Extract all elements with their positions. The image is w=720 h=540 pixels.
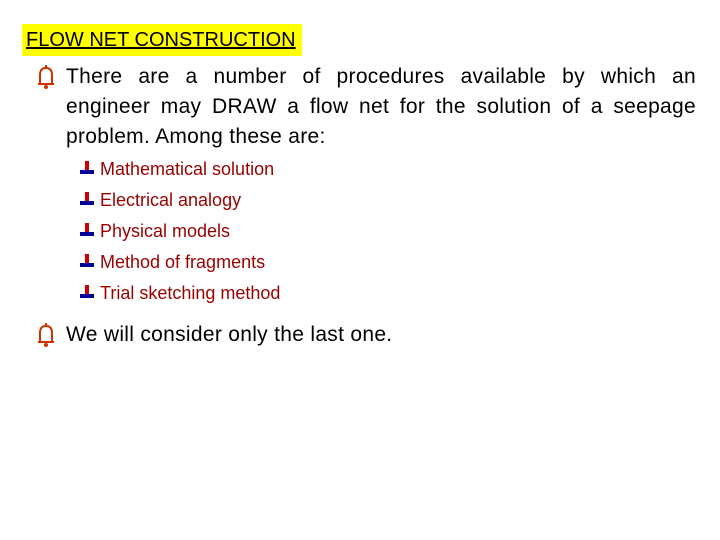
- method-item: [80, 249, 280, 280]
- bullet-conclusion: [36, 320, 696, 350]
- sub-bullet-icon: [80, 222, 94, 238]
- bell-bullet-icon: [36, 64, 56, 90]
- method-label: Electrical analogy: [100, 190, 242, 210]
- methods-list: [80, 156, 280, 311]
- method-item: [80, 218, 280, 249]
- bullet-intro: [36, 62, 696, 152]
- method-item: [80, 187, 280, 218]
- method-label: Physical models: [100, 221, 231, 241]
- method-item: [80, 280, 280, 311]
- sub-bullet-icon: [80, 191, 94, 207]
- sub-bullet-icon: [80, 284, 94, 300]
- method-label: Trial sketching method: [100, 283, 281, 303]
- bullet-intro-text: There are a number of procedures available by which an engineer may DRAW a flow net for the solution of a seepage problem. Among these are:: [66, 65, 696, 148]
- method-label: Mathematical solution: [100, 159, 275, 179]
- bullet-conclusion-text: We will consider only the last one.: [66, 323, 393, 346]
- slide-title: FLOW NET CONSTRUCTION: [22, 24, 302, 56]
- method-item: [80, 156, 280, 187]
- method-label: Method of fragments: [100, 252, 266, 272]
- sub-bullet-icon: [80, 253, 94, 269]
- bell-bullet-icon: [36, 322, 56, 348]
- sub-bullet-icon: [80, 160, 94, 176]
